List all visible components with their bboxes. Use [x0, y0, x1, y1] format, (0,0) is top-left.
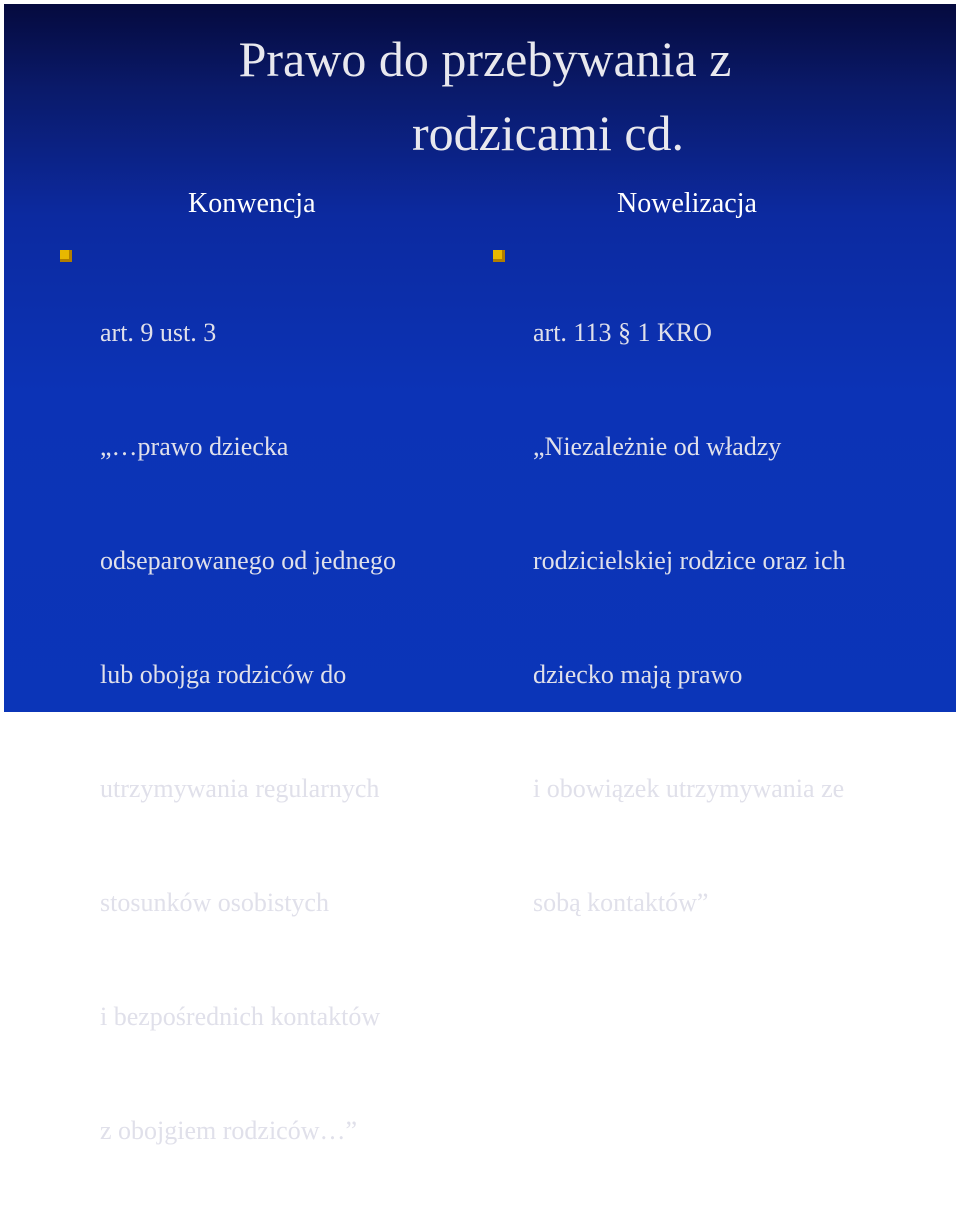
left-column [60, 184, 470, 1226]
right-line: dziecko mają prawo [533, 660, 743, 689]
right-line: „Niezależnie od władzy [533, 432, 782, 461]
right-line: i obowiązek utrzymywania ze [533, 774, 845, 803]
title-line-1: Prawo do przebywania z [238, 31, 732, 87]
right-line: sobą kontaktów” [533, 888, 709, 917]
right-column-header: Nowelizacja [617, 188, 757, 219]
right-line: art. 113 § 1 KRO [533, 318, 712, 347]
left-line: art. 9 ust. 3 [100, 318, 217, 347]
left-line: „…prawo dziecka [100, 432, 289, 461]
right-column [493, 184, 933, 998]
left-line: stosunków osobistych [100, 888, 329, 917]
slide [4, 4, 956, 1145]
left-line: utrzymywania regularnych [100, 774, 380, 803]
left-bullet-item [60, 238, 470, 1226]
right-body-text [533, 238, 933, 998]
slide-title [4, 22, 956, 170]
left-line: z obojgiem rodziców…” [100, 1116, 358, 1145]
title-line-2: rodzicami cd. [411, 105, 685, 161]
left-line: i bezpośrednich kontaktów [100, 1002, 381, 1031]
bullet-icon [60, 250, 72, 262]
left-body-text [100, 238, 470, 1226]
bullet-icon [493, 250, 505, 262]
left-line: lub obojga rodziców do [100, 660, 347, 689]
right-bullet-item [493, 238, 933, 998]
left-line: odseparowanego od jednego [100, 546, 397, 575]
left-column-header: Konwencja [188, 188, 316, 219]
right-line: rodzicielskiej rodzice oraz ich [533, 546, 846, 575]
